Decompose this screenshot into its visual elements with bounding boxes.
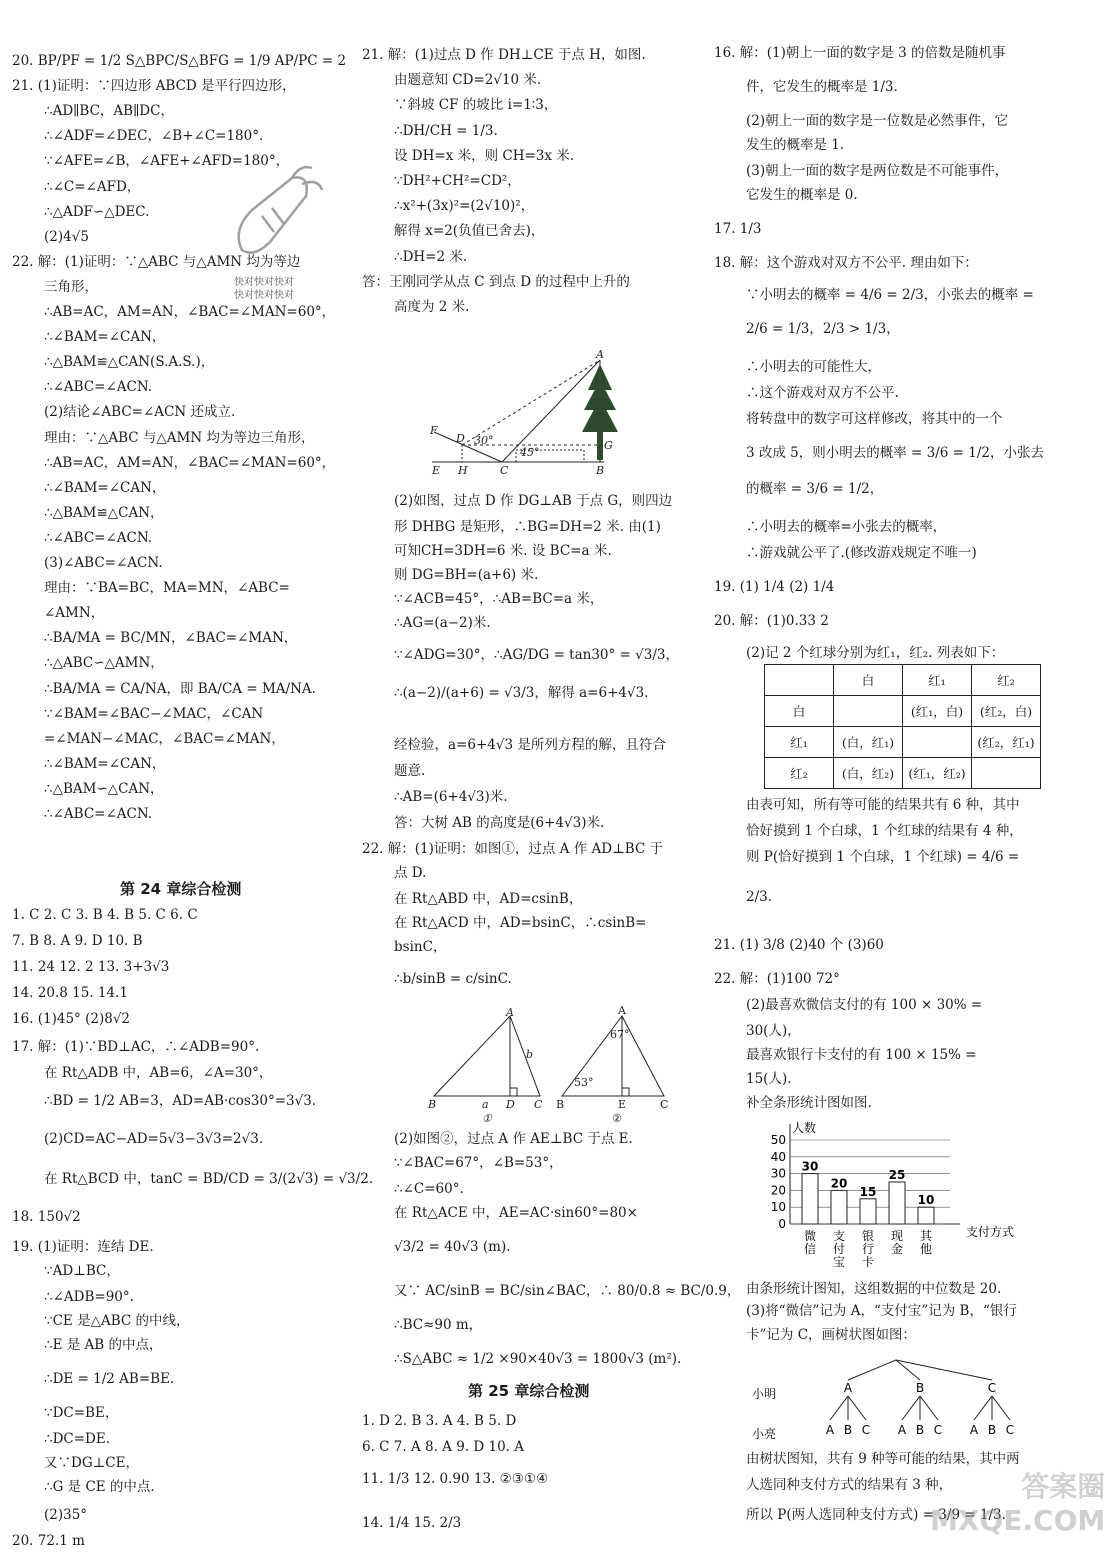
section-heading-25: 第 25 章综合检测 (468, 1382, 590, 1400)
text-line: 由树状图知，共有 9 种等可能的结果，其中两 (746, 1451, 1020, 1467)
text-line: 设 DH=x 米，则 CH=3x 米. (394, 147, 575, 164)
text-line: ∴这个游戏对双方不公平. (746, 385, 899, 401)
text-line: ∴小明去的可能性大， (746, 359, 881, 375)
carrot-watermark-text: 快对快对快对 快对快对快对 (234, 277, 294, 301)
text-line: ∴△ADF∽△DEC. (44, 203, 150, 220)
text-line: 又∵DG⊥CE， (44, 1455, 139, 1471)
table-cell: 红₁ (765, 727, 834, 758)
text-line: ∴∠ADF=∠DEC，∠B+∠C=180°. (44, 128, 264, 145)
text-line: ∴BA/MA = CA/NA，即 BA/CA = MA/NA. (44, 680, 316, 697)
text-line: 在 Rt△ABD 中，AD=csinB， (394, 891, 583, 907)
text-line: ∴AD∥BC，AB∥DC， (44, 103, 174, 120)
bar (889, 1182, 905, 1224)
text-line: 14. 1/4 15. 2/3 (362, 1515, 462, 1531)
text-line: ∵∠BAM=∠BAC−∠MAC，∠CAN (44, 705, 264, 722)
figure-label: D (506, 1098, 515, 1111)
figure-label: a (482, 1098, 489, 1111)
text-line: ∴游戏就公平了.(修改游戏规定不唯一) (746, 545, 977, 561)
category-label: 卡 (861, 1255, 875, 1269)
text-line: ∴△BAM∽△CAN， (44, 780, 164, 797)
text-line: ∵斜坡 CF 的坡比 i=1∶3， (394, 97, 558, 114)
tree-node: B (915, 1381, 925, 1395)
text-line: (2)最喜欢微信支付的有 100 × 30% = (746, 997, 983, 1013)
category-label: 银 (861, 1229, 875, 1243)
text-line: ∴∠C=60°. (394, 1181, 464, 1197)
category-label: 现 (890, 1229, 904, 1243)
tree-diagram (748, 1354, 1038, 1450)
tree-row-label: 小明 (752, 1387, 777, 1401)
tree-node: C (861, 1423, 871, 1437)
text-line: =∠MAN−∠MAC，∠BAC=∠MAN， (44, 730, 285, 747)
text-line: (2)朝上一面的数字是一位数是必然事件，它 (746, 113, 1009, 129)
tree-branch (920, 1396, 938, 1420)
text-line: 由表可知，所有等可能的结果共有 6 种，其中 (746, 797, 1020, 813)
bar-value-label: 10 (917, 1193, 935, 1208)
table-cell: 红₂ (765, 758, 834, 789)
figure-label: 67° (610, 1028, 630, 1041)
text-line: ∴△BAM≌△CAN(S.A.S.)， (44, 354, 215, 371)
figure-label: A (618, 1004, 626, 1017)
text-line: 在 Rt△ACD 中，AD=bsinC，∴csinB= (394, 915, 647, 931)
text-line: 16. 解：(1)朝上一面的数字是 3 的倍数是随机事 (714, 45, 1006, 61)
text-line: ∵CE 是△ABC 的中线， (44, 1313, 190, 1329)
text-line: ∴DE = 1/2 AB=BE. (44, 1371, 175, 1387)
text-line: 则 DG=BH=(a+6) 米. (394, 567, 539, 583)
text-line: (2)35° (44, 1507, 88, 1523)
text-line: 20. 72.1 m (12, 1533, 85, 1549)
tree-node: B (915, 1423, 925, 1437)
tree-node: A (843, 1381, 853, 1395)
bar (802, 1174, 818, 1224)
figure-label: G (604, 439, 613, 452)
tree-branch (896, 1360, 992, 1380)
table-cell: 白 (834, 665, 903, 696)
text-line: 7. B 8. A 9. D 10. B (12, 933, 143, 949)
text-line: 1. D 2. B 3. A 4. B 5. D (362, 1413, 517, 1429)
text-line: 解得 x=2(负值已舍去)， (394, 223, 545, 240)
category-label: 金 (890, 1242, 904, 1256)
bar (860, 1199, 876, 1224)
y-axis-label: 人数 (792, 1121, 817, 1135)
text-line: 件，它发生的概率是 1/3. (746, 79, 898, 95)
figure-triangle-1 (426, 1008, 548, 1124)
tree-branch (974, 1396, 992, 1420)
text-line: 20. 解：(1)0.33 2 (714, 613, 829, 629)
text-line: 由题意知 CD=2√10 米. (394, 72, 542, 89)
text-line: (2)如图②，过点 A 作 AE⊥BC 于点 E. (394, 1131, 633, 1147)
figure-label: C (534, 1098, 543, 1111)
text-line: 17. 解：(1)∵BD⊥AC，∴∠ADB=90°. (12, 1039, 260, 1055)
text-line: ∴∠BAM=∠CAN， (44, 755, 166, 772)
y-tick-label: 50 (770, 1133, 786, 1147)
text-line: ∴∠ABC=∠ACN. (44, 379, 153, 396)
figure-label: 30° (474, 434, 494, 447)
text-line: 高度为 2 米. (394, 299, 470, 315)
table-cell: 红₁ (903, 665, 972, 696)
text-line: ∴AB=AC，AM=AN，∠BAC=∠MAN=60°， (44, 454, 336, 471)
y-tick-label: 20 (770, 1183, 786, 1198)
tree-row-label: 小亮 (752, 1427, 777, 1441)
figure-label: A (596, 348, 604, 361)
table-cell (834, 696, 903, 727)
figure-label: C (500, 464, 509, 477)
tree-node: A (969, 1423, 979, 1437)
text-line: 21. (1)证明：∵四边形 ABCD 是平行四边形， (12, 78, 296, 95)
carrot-watermark-icon (222, 160, 332, 270)
text-line: 卡”记为 C，画树状图如图： (746, 1327, 917, 1343)
text-line: 点 D. (394, 865, 427, 881)
text-line: (2)如图，过点 D 作 DG⊥AB 于点 G，则四边 (394, 493, 673, 509)
table-cell: 红₂ (972, 665, 1041, 696)
figure-label: E (432, 464, 441, 477)
section-heading-24: 第 24 章综合检测 (120, 880, 242, 898)
text-line: 经检验，a=6+4√3 是所列方程的解，且符合 (394, 737, 666, 753)
category-label: 宝 (832, 1255, 846, 1269)
tree-node: C (1005, 1423, 1015, 1437)
text-line: 18. 150√2 (12, 1209, 81, 1225)
text-line: 2/6 = 1/3，2/3 > 1/3， (746, 321, 900, 337)
text-line: ∴G 是 CE 的中点. (44, 1479, 155, 1495)
text-line: 11. 1/3 12. 0.90 13. ②③①④ (362, 1471, 549, 1487)
bar-value-label: 30 (801, 1159, 819, 1174)
figure-label: B (556, 1098, 565, 1111)
text-line: (2)4√5 (44, 228, 89, 245)
tree-branch (848, 1396, 866, 1420)
text-line: 又∵ AC/sinB = BC/sin∠BAC，∴ 80/0.8 ≈ BC/0.9， (394, 1283, 741, 1299)
tree-node: B (987, 1423, 997, 1437)
text-line: ∴(a−2)/(a+6) = √3/3，解得 a=6+4√3. (394, 685, 649, 701)
bar-value-label: 15 (859, 1184, 877, 1199)
table-cell (903, 727, 972, 758)
text-line: ∴S△ABC ≈ 1/2 ×90×40√3 = 1800√3 (m²). (394, 1351, 682, 1367)
text-line: 理由：∵BA=BC，MA=MN，∠ABC= (44, 580, 290, 597)
y-tick-label: 0 (778, 1217, 786, 1231)
figure-triangle-2 (552, 1004, 674, 1125)
text-line: 21. 解：(1)过点 D 作 DH⊥CE 于点 H，如图. (362, 47, 646, 63)
text-line: 它发生的概率是 0. (746, 187, 858, 203)
category-label: 支 (832, 1229, 846, 1243)
text-line: 15(人). (746, 1071, 792, 1087)
text-line: 可知CH=3DH=6 米. 设 BC=a 米. (394, 543, 612, 559)
text-line: 6. C 7. A 8. A 9. D 10. A (362, 1439, 525, 1455)
text-line: ∴∠ABC=∠ACN. (44, 806, 153, 822)
figure-label: E (618, 1098, 627, 1111)
text-line: ∴∠ABC=∠ACN. (44, 529, 153, 546)
text-line: 19. (1)证明：连结 DE. (12, 1239, 154, 1255)
figure-label: b (526, 1048, 534, 1061)
text-line: ∵∠ADG=30°，∴AG/DG = tan30° = √3/3， (394, 647, 679, 663)
tree-branch (830, 1396, 848, 1420)
text-line: 恰好摸到 1 个白球，1 个红球的结果有 4 种， (746, 823, 1023, 839)
category-label: 信 (803, 1242, 817, 1256)
text-line: 19. (1) 1/4 (2) 1/4 (714, 579, 835, 595)
text-line: 补全条形统计图如图. (746, 1095, 872, 1111)
bar (918, 1207, 934, 1224)
figure-label: F (430, 424, 438, 437)
table-cell (972, 758, 1041, 789)
text-line: ∵∠ACB=45°，∴AB=BC=a 米， (394, 591, 604, 607)
category-label: 行 (861, 1242, 875, 1256)
tree-branch (902, 1396, 920, 1420)
figure-label: B (428, 1098, 437, 1111)
tree-branch (992, 1396, 1010, 1420)
category-label: 微 (803, 1229, 817, 1243)
text-line: 30(人)， (746, 1023, 801, 1039)
text-line: 22. 解：(1)证明：如图①，过点 A 作 AD⊥BC 于 (362, 841, 664, 857)
text-line: ∴AB=(6+4√3)米. (394, 789, 508, 805)
text-line: 18. 解：这个游戏对双方不公平. 理由如下： (714, 255, 978, 271)
text-line: ∴b/sinB = c/sinC. (394, 971, 512, 987)
text-line: 14. 20.8 15. 14.1 (12, 985, 128, 1001)
text-line: ∴BC≈90 m， (394, 1317, 483, 1333)
text-line: 22. 解：(1)100 72° (714, 971, 840, 987)
figure-slope-tree (424, 348, 624, 477)
text-line: 17. 1/3 (714, 221, 762, 237)
figure-label: B (596, 464, 605, 477)
text-line: ∴x²+(3x)²=(2√10)²， (394, 198, 535, 215)
text-line: ∵AD⊥BC， (44, 1263, 120, 1279)
tree-node: C (933, 1423, 943, 1437)
y-tick-label: 30 (770, 1166, 786, 1181)
text-line: 三角形， (44, 278, 98, 295)
text-line: 的概率 = 3/6 = 1/2， (746, 481, 884, 497)
text-line: (3)∠ABC=∠ACN. (44, 555, 163, 571)
text-line: ∵∠BAC=67°，∠B=53°， (394, 1155, 563, 1171)
tree-node: B (843, 1423, 853, 1437)
text-line: 理由：∵△ABC 与△AMN 均为等边三角形， (44, 429, 315, 446)
tree-branch (848, 1360, 896, 1380)
text-line: ∴∠BAM=∠CAN， (44, 479, 166, 496)
text-line: ∴∠BAM=∠CAN， (44, 329, 166, 346)
table-cell: (红₂，红₁) (972, 727, 1041, 758)
text-line: ∵DH²+CH²=CD²， (394, 173, 521, 189)
text-line: (3)朝上一面的数字是两位数是不可能事件， (746, 163, 1009, 179)
text-line: 11. 24 12. 2 13. 3+3√3 (12, 959, 170, 975)
table-cell: (白，红₂) (834, 758, 903, 789)
tree-node: A (897, 1423, 907, 1437)
text-line: ∴DH/CH = 1/3. (394, 122, 498, 139)
text-line: ∴△ABC∽△AMN， (44, 655, 164, 672)
text-line: 21. (1) 3/8 (2)40 个 (3)60 (714, 937, 884, 953)
text-line: (2)结论∠ABC=∠ACN 还成立. (44, 404, 236, 421)
text-line: ∴BD = 1/2 AB=3，AD=AB·cos30°=3√3. (44, 1093, 317, 1109)
text-line: bsinC， (394, 939, 447, 955)
bar-value-label: 20 (830, 1176, 848, 1191)
text-line: 答：王刚同学从点 C 到点 D 的过程中上升的 (362, 273, 630, 290)
text-line: (2)CD=AC−AD=5√3−3√3=2√3. (44, 1131, 264, 1147)
text-line: 3 改成 5，则小明去的概率 = 3/6 = 1/2，小张去 (746, 445, 1045, 461)
text-line: 1. C 2. C 3. B 4. B 5. C 6. C (12, 907, 198, 923)
text-line: 最喜欢银行卡支付的有 100 × 15% = (746, 1047, 977, 1063)
text-line: ∴AB=AC，AM=AN，∠BAC=∠MAN=60°， (44, 304, 336, 320)
y-tick-label: 40 (770, 1149, 786, 1164)
figure-label: D (456, 432, 465, 445)
category-label: 其 (919, 1229, 933, 1243)
text-line: ∴△BAM≌△CAN， (44, 504, 164, 521)
x-axis-label: 支付方式 (966, 1225, 1015, 1239)
category-label: 付 (832, 1242, 846, 1256)
corner-watermark: 答案圈 MXQE.COM (930, 1470, 1105, 1537)
text-line: 则 P(恰好摸到 1 个白球，1 个红球) = 4/6 = (746, 849, 1020, 865)
text-line: 由条形统计图知，这组数据的中位数是 20. (746, 1281, 1002, 1297)
figure-label: C (660, 1098, 669, 1111)
text-line: 16. (1)45° (2)8√2 (12, 1011, 131, 1027)
text-line: 20. BP/PF = 1/2 S△BPC/S△BFG = 1/9 AP/PC = 2 (12, 53, 347, 69)
table-cell: (白，红₁) (834, 727, 903, 758)
text-line: ∴DC=DE. (44, 1431, 111, 1447)
figure-label: 53° (574, 1076, 594, 1089)
text-line: 在 Rt△BCD 中，tanC = BD/CD = 3/(2√3) = √3/2. (44, 1171, 374, 1187)
text-line: √3/2 = 40√3 (m). (394, 1239, 511, 1255)
figure-label: H (458, 464, 468, 477)
bar-chart-payment (756, 1120, 1016, 1280)
text-line: (2)记 2 个红球分别为红₁，红₂. 列表如下： (746, 645, 1005, 661)
bar (831, 1190, 847, 1224)
table-cell: 白 (765, 696, 834, 727)
figure-label: ② (612, 1112, 622, 1125)
text-line: ∴BA/MA = BC/MN，∠BAC=∠MAN， (44, 630, 298, 647)
table-cell: (红₁，白) (903, 696, 972, 727)
figure-label: 45° (520, 446, 540, 459)
bar-value-label: 25 (888, 1168, 906, 1182)
table-cell: (红₁，红₂) (903, 758, 972, 789)
text-line: 所以 P(两人选同种支付方式) = 3/9 = 1/3. (746, 1507, 1006, 1523)
text-line: 2/3. (746, 889, 773, 905)
text-line: ∴E 是 AB 的中点， (44, 1337, 163, 1353)
figure-label: A (506, 1006, 514, 1019)
text-line: (3)将“微信”记为 A，“支付宝”记为 B，“银行 (746, 1303, 1017, 1319)
text-line: 将转盘中的数字可这样修改，将其中的一个 (746, 411, 1003, 427)
text-line: 答：大树 AB 的高度是(6+4√3)米. (394, 815, 605, 831)
text-line: ∵∠AFE=∠B，∠AFE+∠AFD=180°， (44, 153, 290, 170)
text-line: 形 DHBG 是矩形，∴BG=DH=2 米. 由(1) (394, 519, 661, 535)
text-line: 发生的概率是 1. (746, 137, 845, 153)
table-cell (765, 665, 834, 696)
text-line: 22. 解：(1)证明：∵△ABC 与△AMN 均为等边 (12, 253, 301, 270)
tree-node: A (825, 1423, 835, 1437)
tree-node: C (987, 1381, 997, 1395)
text-line: 在 Rt△ADB 中，AB=6，∠A=30°， (44, 1065, 273, 1081)
probability-table (764, 664, 1041, 789)
text-line: ∴∠ADB=90°. (44, 1289, 134, 1305)
text-line: 人选同种支付方式的结果有 3 种， (746, 1477, 953, 1493)
text-line: ∴DH=2 米. (394, 248, 468, 265)
text-line: ∵小明去的概率 = 4/6 = 2/3，小张去的概率 = (746, 287, 1034, 303)
text-line: ∵DC=BE， (44, 1405, 119, 1421)
table-cell: (红₂，白) (972, 696, 1041, 727)
text-line: ∴∠C=∠AFD， (44, 178, 141, 195)
text-line: ∴小明去的概率=小张去的概率， (746, 519, 947, 535)
text-line: 在 Rt△ACE 中，AE=AC·sin60°=80× (394, 1205, 638, 1221)
y-tick-label: 10 (770, 1200, 786, 1215)
category-label: 他 (919, 1242, 933, 1256)
text-line: ∴AG=(a−2)米. (394, 615, 491, 631)
text-line: 题意. (394, 763, 426, 779)
figure-label: ① (482, 1112, 492, 1125)
text-line: ∠AMN， (44, 605, 105, 622)
